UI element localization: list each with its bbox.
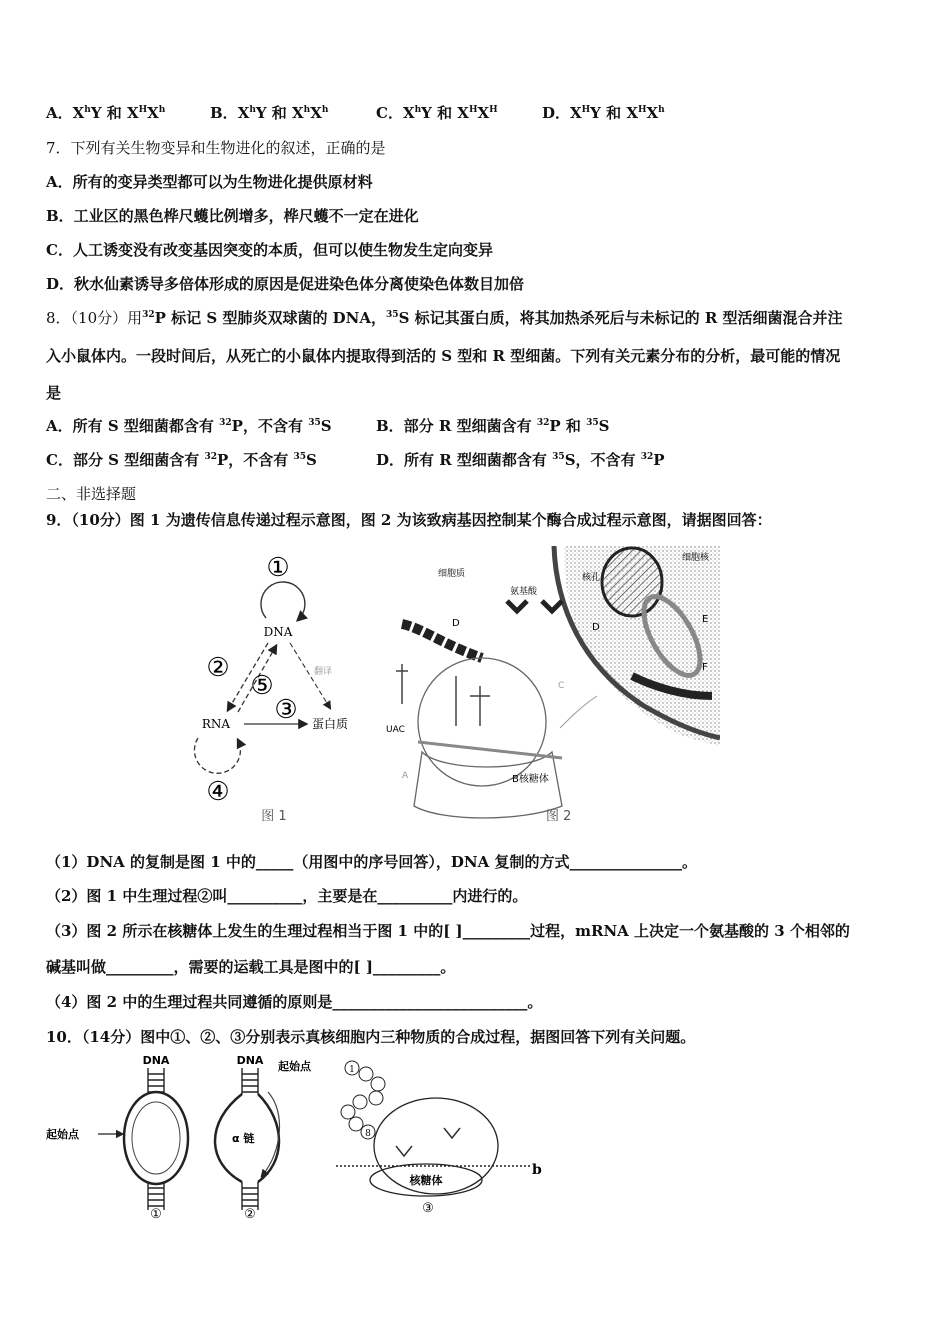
q8-stem-line3: 是 [46,384,62,402]
q10-trna-molecules [396,1128,460,1156]
q10-dna-bottom-2 [242,1182,258,1210]
q6-option-b[interactable]: B．$X^hY$ 和 $X^hX^h$ [210,104,329,122]
q10-origin-label-2: 起始点 [278,1060,311,1073]
fig2-label-e: E [702,614,709,625]
q6-option-c[interactable]: C．$X^hY$ 和 $X^HX^H$ [376,104,498,122]
fig2-ribosome-small [414,752,562,818]
q10-alpha-chain [262,1092,279,1176]
fig2-trna-molecules [396,664,490,726]
fig1-circle-4: ④ [206,777,230,807]
q6-option-d[interactable]: D．$X^HY$ 和 $X^HX^h$ [542,104,665,122]
q10-dna-top-2 [242,1068,258,1094]
q8-option-a[interactable]: A．所有 S 型细菌都含有 $^{32}$P，不含有 $^{35}$S [46,417,332,435]
fig2-nucleus-label: 细胞核 [682,553,710,563]
fig1-circle-1: ① [266,553,290,583]
q9-part-4: （4）图 2 中的生理过程共同遵循的原则是__________________________。 [46,993,543,1011]
q10-amino-acid-4 [369,1091,383,1105]
fig2-ribosome-label: B核糖体 [512,774,549,785]
fig2-polypeptide [402,624,482,658]
q10-alpha-label: α 链 [232,1132,255,1145]
q7-option-d[interactable]: D．秋水仙素诱导多倍体形成的原因是促进染色体分离使染色体数目加倍 [46,275,525,293]
fig2-amino-acids [507,601,562,611]
q10-amino-acid-6 [341,1105,355,1119]
fig2-export-arrow [560,696,597,728]
q10-panel-1-number: ① [150,1207,162,1222]
fig2-caption: 图 2 [546,809,572,824]
q10-replication-inner [132,1102,180,1174]
fig2-label-d2: D [592,622,600,633]
fig2-dna-helix [602,548,662,616]
q8-option-d[interactable]: D．所有 R 型细菌都含有 $^{35}$S，不含有 $^{32}$P [376,451,665,469]
q9-part-2: （2）图 1 中生理过程②叫__________，主要是在__________内进行的。 [46,887,528,905]
fig2-label-f: F [702,662,708,673]
q10-amino-acid-5 [353,1095,367,1109]
fig1-protein-label: 蛋白质 [312,717,349,731]
q6-option-a[interactable]: A．$X^hY$ 和 $X^HX^h$ [46,104,166,122]
q7-stem: 7．下列有关生物变异和生物进化的叙述，正确的是 [46,139,386,157]
fig1-circle-5: ⑤ [250,671,274,701]
q10-dna-bottom-1 [148,1182,164,1210]
q8-stem-line1: 8．（10分）用$^{32}$P 标记 S 型肺炎双球菌的 DNA，$^{35}$S 标记其蛋白质，将其加热杀死后与未标记的 R 型活细菌混合并注 [46,309,843,327]
q10-ribosome-label: 核糖体 [409,1174,443,1187]
fig1-rna-label: RNA [201,717,231,731]
q10-label-b: b [532,1162,542,1178]
fig1-rna-replication-loop [194,738,240,773]
fig2-label-a: A [402,771,409,781]
q10-amino-acid-8-num: 8 [365,1129,371,1139]
fig1-replication-loop [261,582,305,620]
q8-option-c[interactable]: C．部分 S 型细菌含有 $^{32}$P，不含有 $^{35}$S [46,451,317,469]
fig1-caption: 图 1 [261,809,287,824]
q10-amino-acid-7 [349,1117,363,1131]
q7-option-a[interactable]: A．所有的变异类型都可以为生物进化提供原材料 [46,173,373,191]
fig2-cytoplasm-label: 细胞质 [438,569,466,579]
q10-origin-label-1: 起始点 [46,1128,79,1141]
q9-stem: 9．（10分）图 1 为遗传信息传递过程示意图，图 2 为该致病基因控制某个酶合成过程示意图，请据图回答： [46,511,772,529]
fig1-circle-2: ② [206,653,230,683]
q10-panel-2-number: ② [244,1207,256,1222]
q8-stem-line2: 入小鼠体内。一段时间后，从死亡的小鼠体内提取得到活的 S 型和 R 型细菌。下列有关元素分布的分析，最可能的情况 [46,347,841,365]
q10-coding-strand [258,1094,279,1182]
figure-1 [186,548,376,830]
figure-2 [382,546,720,828]
q10-amino-acid-1-num: 1 [349,1065,355,1075]
q10-replication-bubble [124,1092,188,1184]
q7-option-c[interactable]: C．人工诱变没有改变基因突变的本质，但可以使生物发生定向变异 [46,241,493,259]
section-heading: 二、非选择题 [46,485,137,503]
q7-option-b[interactable]: B．工业区的黑色桦尺蠖比例增多，桦尺蠖不一定在进化 [46,207,419,225]
fig2-amino-acid-label: 氨基酸 [510,587,538,597]
fig2-mrna [418,742,562,758]
q10-stem: 10．（14分）图中①、②、③分别表示真核细胞内三种物质的合成过程，据图回答下列有关问题。 [46,1028,696,1046]
q10-panel-3-number: ③ [422,1201,434,1216]
fig2-pore-label: 核孔 [582,573,601,583]
fig1-faint-label: 翻译 [314,667,333,677]
fig1-circle-3: ③ [274,695,298,725]
q10-dna-top-1 [148,1068,164,1094]
fig2-label-c: C [558,681,565,691]
q10-figure [46,1052,554,1222]
q10-dna-label-1: DNA [142,1054,170,1067]
fig2-uac-label: UAC [386,725,405,735]
fig1-dna-label: DNA [263,625,293,639]
q9-part-3-line2: 碱基叫做_________，需要的运载工具是图中的[ ]_________。 [46,958,456,976]
q10-amino-acid-3 [371,1077,385,1091]
q10-amino-acid-2 [359,1067,373,1081]
q9-part-1: （1）DNA 的复制是图 1 中的_____（用图中的序号回答），DNA 复制的方式_______________。 [46,853,697,871]
q8-option-b[interactable]: B．部分 R 型细菌含有 $^{32}$P 和 $^{35}$S [376,417,610,435]
q10-dna-label-2: DNA [236,1054,264,1067]
q9-part-3-line1: （3）图 2 所示在核糖体上发生的生理过程相当于图 1 中的[ ]_________过程，mRNA 上决定一个氨基酸的 3 个相邻的 [46,922,850,940]
fig2-label-d: D [452,618,460,629]
